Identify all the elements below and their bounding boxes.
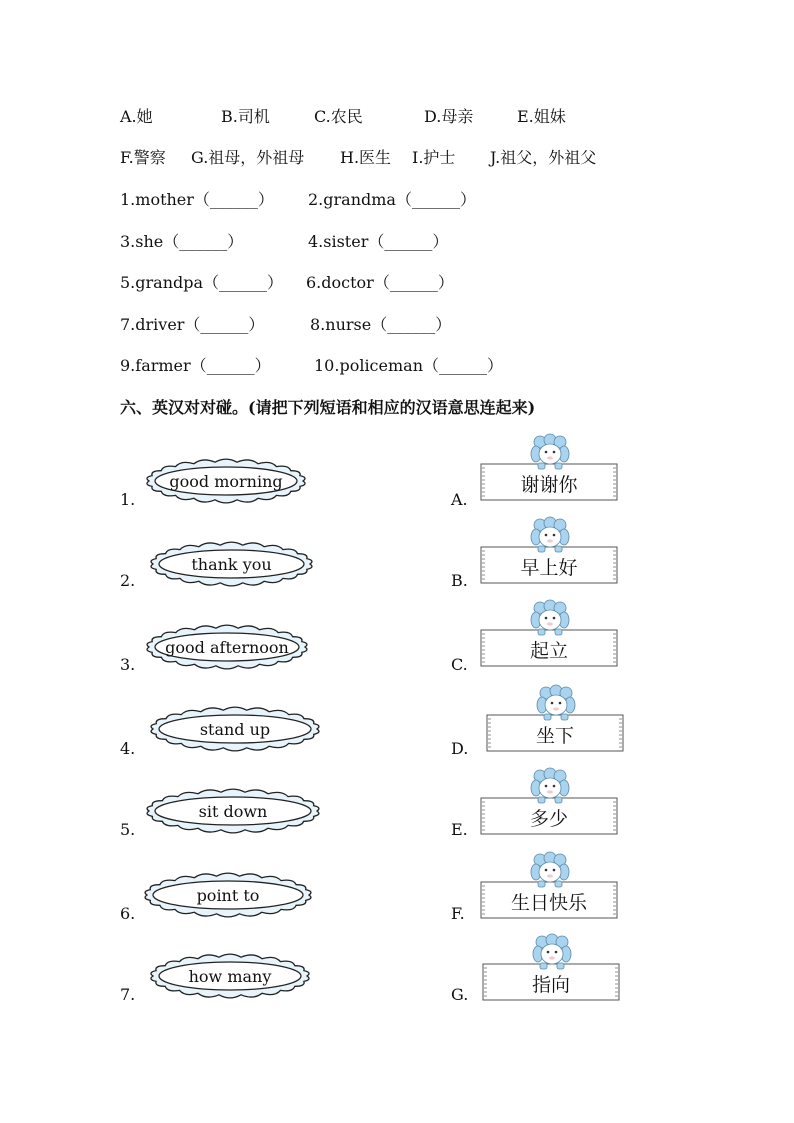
chinese-meaning: 多少 (529, 807, 568, 830)
question-8: 8.nurse（______） (310, 315, 452, 334)
chinese-item-letter: F. (451, 904, 465, 923)
question-7: 7.driver（______） (120, 315, 265, 334)
question-6: 6.doctor（______） (306, 273, 454, 292)
question-1: 1.mother（______） (120, 190, 274, 209)
phrase-bubble (149, 953, 311, 999)
meaning-card (480, 850, 620, 920)
option-d: D.母亲 (424, 107, 474, 126)
chinese-item-letter: G. (451, 985, 469, 1004)
meaning-card (486, 683, 626, 753)
option-g: G.祖母，外祖母 (191, 148, 305, 167)
chinese-meaning: 坐下 (535, 724, 574, 747)
english-phrase: good afternoon (165, 637, 289, 657)
meaning-card (480, 766, 620, 836)
english-item-number: 5. (120, 820, 136, 839)
question-4: 4.sister（______） (308, 232, 449, 251)
phrase-bubble (149, 541, 314, 587)
english-phrase: thank you (191, 554, 272, 574)
english-phrase: sit down (198, 801, 268, 821)
english-phrase: stand up (199, 719, 271, 739)
english-phrase: point to (196, 885, 260, 905)
question-5: 5.grandpa（______） (120, 273, 284, 292)
english-item-number: 2. (120, 571, 136, 590)
phrase-bubble (145, 788, 321, 834)
english-item-number: 6. (120, 904, 136, 923)
phrase-bubble (145, 624, 309, 670)
chinese-meaning: 早上好 (520, 556, 578, 579)
meaning-card (480, 432, 620, 502)
option-b: B.司机 (221, 107, 270, 126)
meaning-card (482, 932, 622, 1002)
option-c: C.农民 (314, 107, 363, 126)
chinese-item-letter: C. (451, 655, 468, 674)
question-10: 10.policeman（______） (314, 356, 504, 375)
question-3: 3.she（______） (120, 232, 244, 251)
chinese-meaning: 谢谢你 (520, 473, 578, 496)
english-phrase: how many (188, 966, 272, 986)
option-f: F.警察 (120, 148, 166, 167)
english-phrase: good morning (169, 471, 283, 491)
question-2: 2.grandma（______） (308, 190, 476, 209)
option-j: J.祖父，外祖父 (490, 148, 597, 167)
chinese-item-letter: E. (451, 820, 468, 839)
chinese-item-letter: B. (451, 571, 468, 590)
chinese-meaning: 生日快乐 (510, 891, 587, 914)
section-title: 六、英汉对对碰。(请把下列短语和相应的汉语意思连起来) (120, 398, 536, 417)
chinese-meaning: 指向 (531, 973, 570, 996)
option-h: H.医生 (340, 148, 392, 167)
chinese-item-letter: A. (451, 490, 468, 509)
chinese-item-letter: D. (451, 739, 469, 758)
english-item-number: 3. (120, 655, 136, 674)
phrase-bubble (143, 872, 313, 918)
meaning-card (480, 598, 620, 668)
option-i: I.护士 (412, 148, 456, 167)
meaning-card (480, 515, 620, 585)
phrase-bubble (145, 458, 307, 504)
question-9: 9.farmer（______） (120, 356, 271, 375)
english-item-number: 4. (120, 739, 136, 758)
option-a: A.她 (120, 107, 153, 126)
chinese-meaning: 起立 (529, 639, 568, 662)
phrase-bubble (149, 706, 321, 752)
option-e: E.姐妹 (517, 107, 566, 126)
english-item-number: 1. (120, 490, 136, 509)
english-item-number: 7. (120, 985, 136, 1004)
